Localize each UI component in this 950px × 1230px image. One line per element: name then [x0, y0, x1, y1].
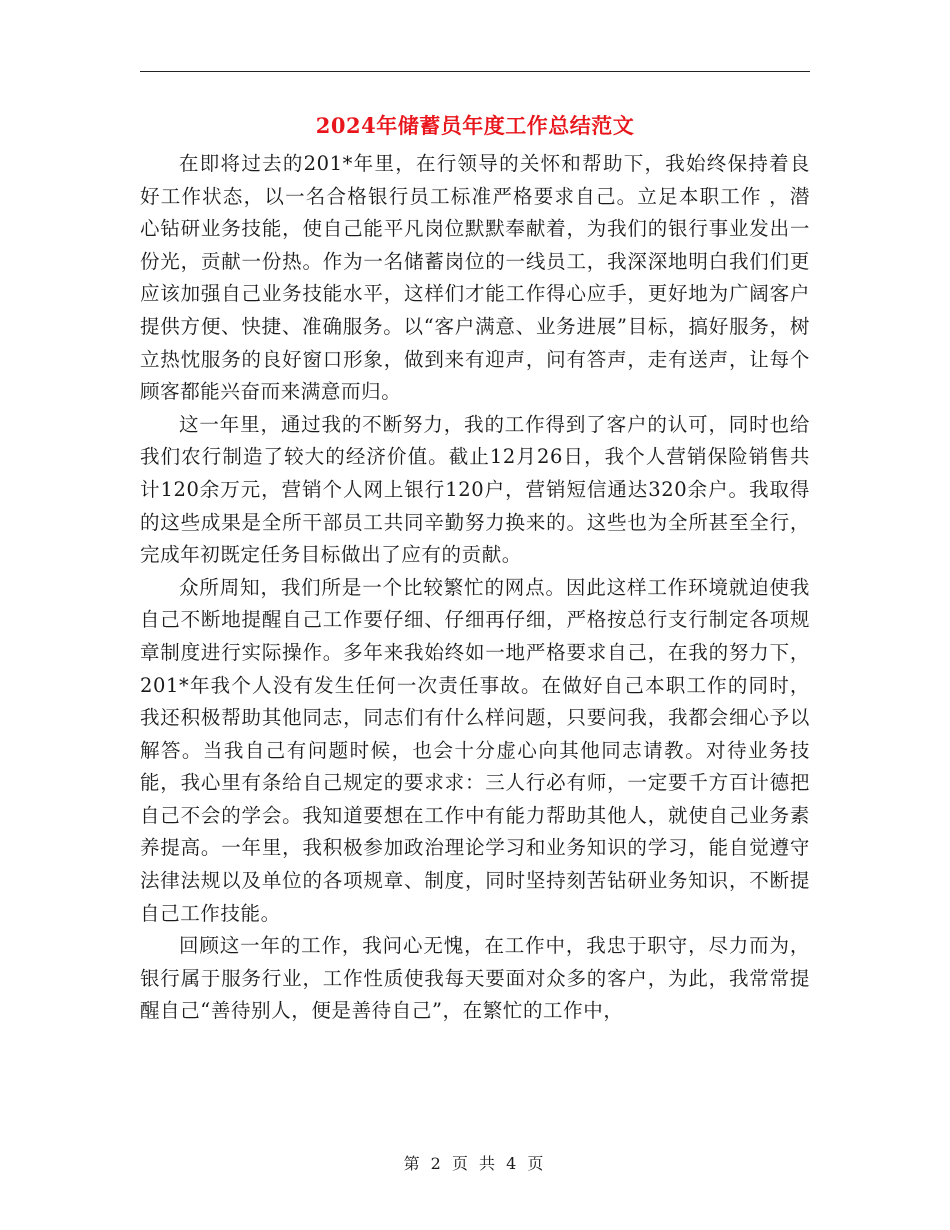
paragraph-2: 这一年里，通过我的不断努力，我的工作得到了客户的认可，同时也给我们农行制造了较大的经济价值。截止12月26日，我个人营销保险销售共计120余万元，营销个人网上银行120户，营销短信通达320余户。我取得的这些成果是全所干部员工共同辛勤努力换来的。这些也为全所甚至全行，完成年初既定任务目标做出了应有的贡献。 — [140, 412, 810, 567]
document-title: 2024年储蓄员年度工作总结范文 — [315, 113, 635, 138]
page-number-footer: 第 2 页 共 4 页 — [403, 1154, 547, 1173]
paragraph-3: 众所周知，我们所是一个比较繁忙的网点。因此这样工作环境就迫使我自己不断地提醒自己工作要仔细、仔细再仔细，严格按总行支行制定各项规章制度进行实际操作。多年来我始终如一地严格要求自己，在我的努力下，201*年我个人没有发生任何一次责任事故。在做好自己本职工作的同时，我还积极帮助其他同志，同志们有什么样问题，只要问我，我都会细心予以解答。当我自己有问题时候，也会十分虚心向其他同志请教。对待业务技能，我心里有条给自己规定的要求求：三人行必有师，一定要千方百计德把自己不会的学会。我知道要想在工作中有能力帮助其他人，就使自己业务素养提高。一年里，我积极参加政治理论学习和业务知识的学习，能自觉遵守法律法规以及单位的各项规章、制度，同时坚持刻苦钻研业务知识，不断提自己工作技能。 — [140, 575, 810, 925]
header-rule — [140, 71, 810, 72]
document-body — [140, 148, 810, 1028]
paragraph-1: 在即将过去的201*年里，在行领导的关怀和帮助下，我始终保持着良好工作状态，以一名合格银行员工标准严格要求自己。立足本职工作 ，潜心钻研业务技能，使自己能平凡岗位默默奉献着，为我们的银行事业发出一份光，贡献一份热。作为一名储蓄岗位的一线员工，我深深地明白我们们更应该加强自己业务技能水平，这样们才能工作得心应手，更好地为广阔客户提供方便、快捷、准确服务。以“客户满意、业务进展”目标，搞好服务，树立热忱服务的良好窗口形象，做到来有迎声，问有答声，走有送声，让每个顾客都能兴奋而来满意而归。 — [140, 152, 810, 404]
paragraph-4: 回顾这一年的工作，我问心无愧，在工作中，我忠于职守，尽力而为，银行属于服务行业，工作性质使我每天要面对众多的客户，为此，我常常提醒自己“善待别人，便是善待自己”，在繁忙的工作中， — [140, 934, 810, 1023]
